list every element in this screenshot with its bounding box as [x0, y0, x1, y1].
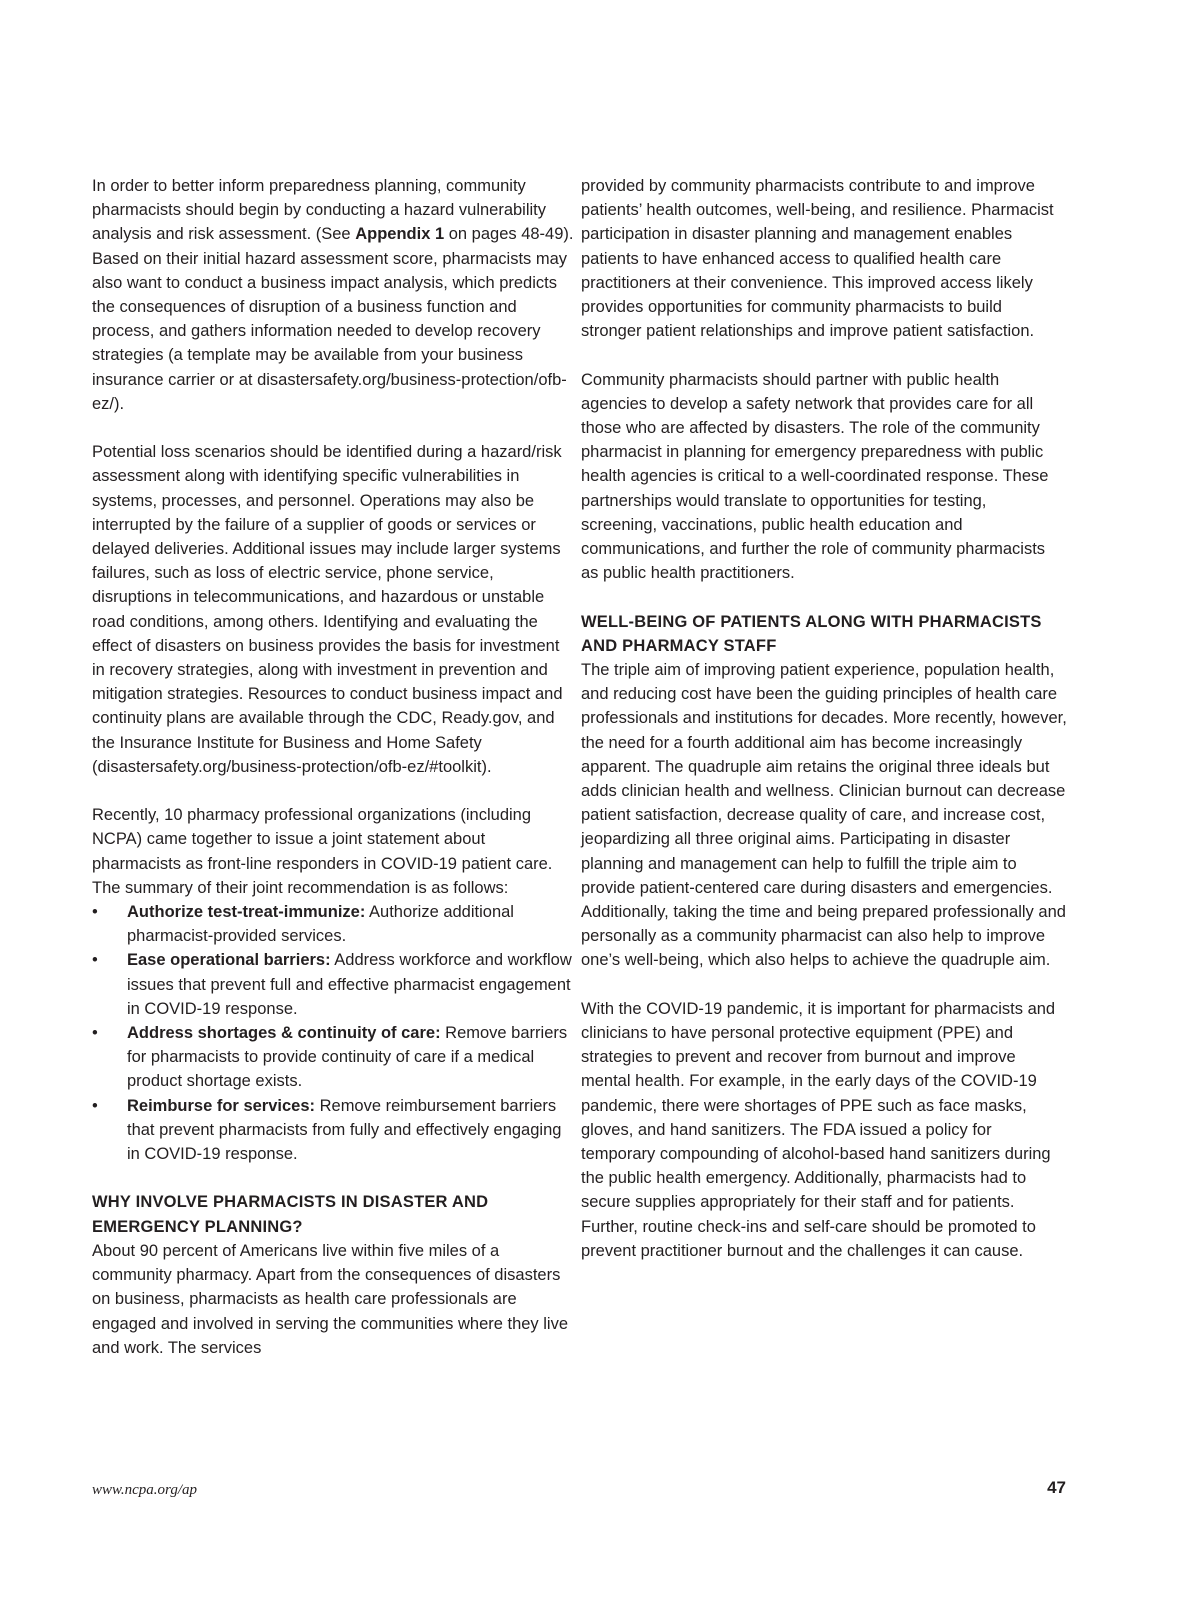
- list-item-text: Address workforce and workflow issues that prevent full and effective pharmacist engagement in COVID-19 response.: [127, 951, 572, 1018]
- page-number: 47: [1047, 1478, 1066, 1497]
- bullet-icon: •: [92, 951, 98, 970]
- list-item-label: Address shortages & continuity of care:: [127, 1024, 441, 1043]
- joint-statement-paragraph: Recently, 10 pharmacy professional organizations (including NCPA) came together to issue a joint statement about pharmacists as front-line responders in COVID-19 patient care. The summary of their joint recommendation is as follows:: [92, 806, 553, 897]
- list-item-text: Remove barriers for pharmacists to provide continuity of care if a medical product shortage exists.: [127, 1024, 568, 1091]
- section-heading-why-involve: WHY INVOLVE PHARMACISTS IN DISASTER AND EMERGENCY PLANNING?: [92, 1193, 489, 1236]
- intro-text-end: on pages 48-49). Based on their initial hazard assessment score, pharmacists may also want to conduct a business impact analysis, which predicts the consequences of disruption of a business function and process, and gathers information needed to develop recovery strategies (a template may be available from your business insurance carrier or at disastersafety.org/business-protection/ofb-ez/).: [92, 225, 574, 413]
- list-item-text: Remove reimbursement barriers that prevent pharmacists from fully and effectively engaging in COVID-19 response.: [127, 1096, 562, 1164]
- list-item: [92, 948, 576, 1021]
- bullet-icon: •: [92, 903, 98, 922]
- services-paragraph: provided by community pharmacists contribute to and improve patients’ health outcomes, well-being, and resilience. Pharmacist participation in disaster planning and management enables patients to have enhanced access to qualified health care practitioners at their convenience. This improved access likely provides opportunities for community pharmacists to build stronger patient relationships and improve patient satisfaction.: [581, 177, 1054, 341]
- covid-ppe-paragraph: With the COVID-19 pandemic, it is important for pharmacists and clinicians to have personal protective equipment (PPE) and strategies to prevent and recover from burnout and improve mental health. For example, in the early days of the COVID-19 pandemic, there were shortages of PPE such as face masks, gloves, and hand sanitizers. The FDA issued a policy for temporary compounding of alcohol-based hand sanitizers during the public health emergency. Additionally, pharmacists had to secure supplies appropriately for their staff and for patients. Further, routine check-ins and self-care should be promoted to prevent practitioner burnout and the challenges it can cause.: [581, 999, 1056, 1260]
- bullet-icon: •: [92, 1096, 98, 1115]
- recommendation-list: [92, 900, 576, 1166]
- quadruple-aim-paragraph: The triple aim of improving patient experience, population health, and reducing cost have been the guiding principles of health care professionals and institutions for decades. More recently, however, the need for a fourth additional aim has become increasingly apparent. The quadruple aim retains the original three ideals but adds clinician health and wellness. Clinician burnout can decrease patient satisfaction, decrease quality of care, and increase cost, jeopardizing all three original aims. Participating in disaster planning and management can help to fulfill the triple aim to provide patient-centered care during disasters and emergencies. Additionally, taking the time and being prepared professionally and personally as a community pharmacist can also help to improve one’s well-being, which also helps to achieve the quadruple aim.: [581, 661, 1067, 970]
- list-item: [92, 900, 576, 948]
- appendix-reference: Appendix 1: [355, 225, 445, 244]
- community-pharmacy-paragraph: About 90 percent of Americans live within five miles of a community pharmacy. Apart from the consequences of disasters on business, pharmacists as health care professionals are engaged and involved in serving the communities where they live and work. The services: [92, 1241, 569, 1357]
- list-item-label: Reimburse for services:: [127, 1096, 316, 1115]
- list-item: [92, 1021, 576, 1094]
- list-item-label: Authorize test-treat-immunize:: [127, 903, 366, 922]
- footer-url[interactable]: www.ncpa.org/ap: [92, 1482, 198, 1498]
- intro-paragraph: [92, 174, 576, 416]
- public-health-partnership-paragraph: Community pharmacists should partner with public health agencies to develop a safety network that provides care for all those who are affected by disasters. The role of the community pharmacist in planning for emergency preparedness with public health agencies is critical to a well-coordinated response. These partnerships would translate to opportunities for testing, screening, vaccinations, public health education and communications, and further the role of community pharmacists as public health practitioners.: [581, 370, 1049, 583]
- right-column: [581, 174, 1067, 1263]
- list-item: [92, 1094, 576, 1167]
- intro-text-start: In order to better inform preparedness planning, community pharmacists should begin by conducting a hazard vulnerability analysis and risk assessment. (See: [92, 177, 547, 244]
- bullet-icon: •: [92, 1024, 98, 1043]
- section-heading-well-being: WELL-BEING OF PATIENTS ALONG WITH PHARMACISTS AND PHARMACY STAFF: [581, 612, 1042, 655]
- left-column: [92, 174, 576, 1360]
- list-item-text: Authorize additional pharmacist-provided services.: [127, 903, 514, 946]
- loss-scenarios-paragraph: Potential loss scenarios should be identified during a hazard/risk assessment along with identifying specific vulnerabilities in systems, processes, and personnel. Operations may also be interrupted by the failure of a supplier of goods or services or delayed deliveries. Additional issues may include larger systems failures, such as loss of electric service, phone service, disruptions in telecommunications, and hazardous or unstable road conditions, among others. Identifying and evaluating the effect of disasters on business provides the basis for investment in recovery strategies, along with investment in prevention and mitigation strategies. Resources to conduct business impact and continuity plans are available through the CDC, Ready.gov, and the Insurance Institute for Business and Home Safety (disastersafety.org/business-protection/ofb-ez/#toolkit).: [92, 443, 563, 776]
- list-item-label: Ease operational barriers:: [127, 951, 331, 970]
